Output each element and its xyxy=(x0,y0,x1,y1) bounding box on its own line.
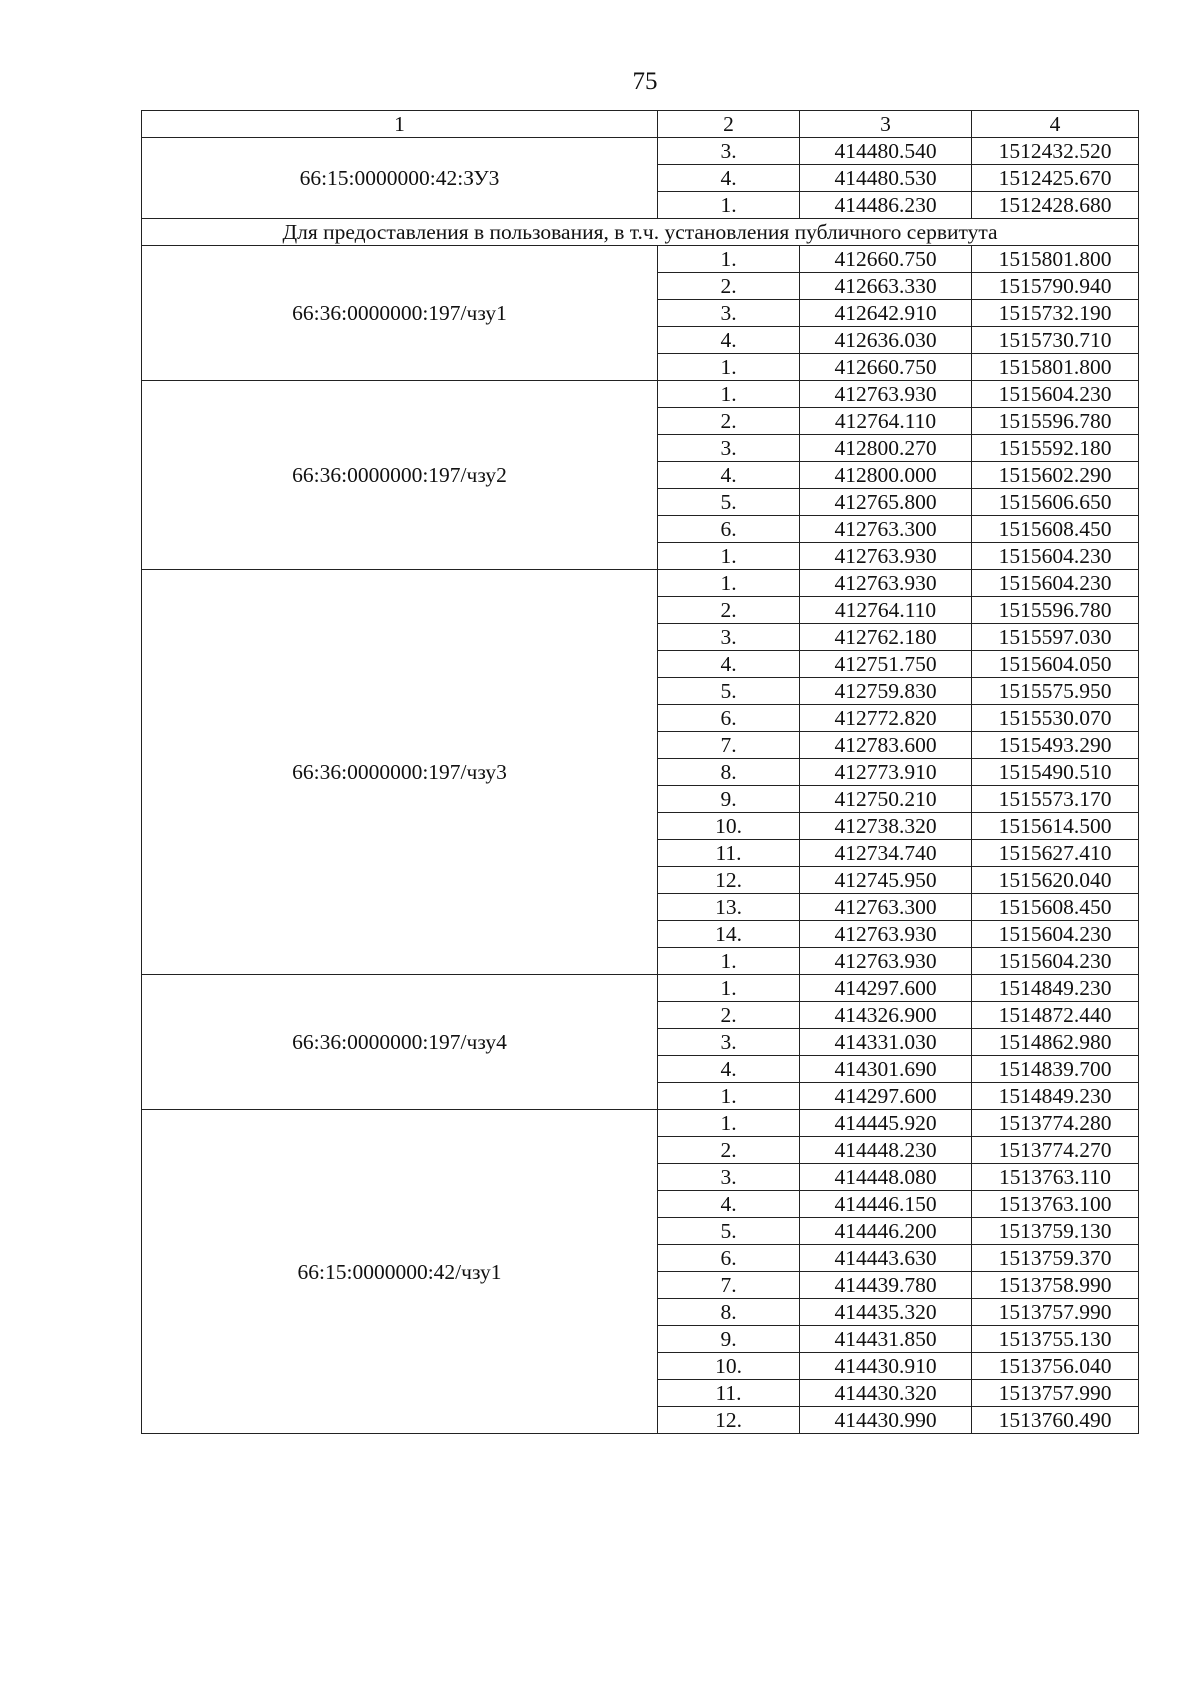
coordinate-x: 412763.300 xyxy=(800,894,972,921)
coordinate-y: 1514849.230 xyxy=(972,975,1139,1002)
coordinate-y: 1512425.670 xyxy=(972,165,1139,192)
coordinate-x: 412800.270 xyxy=(800,435,972,462)
coordinate-x: 414301.690 xyxy=(800,1056,972,1083)
point-number: 2. xyxy=(658,273,800,300)
point-number: 9. xyxy=(658,786,800,813)
coordinate-x: 414326.900 xyxy=(800,1002,972,1029)
section-note-row xyxy=(142,219,1139,246)
coordinate-x: 414480.540 xyxy=(800,138,972,165)
point-number: 5. xyxy=(658,1218,800,1245)
table-row xyxy=(142,1110,1139,1137)
point-number: 1. xyxy=(658,948,800,975)
coordinate-y: 1515614.500 xyxy=(972,813,1139,840)
point-number: 1. xyxy=(658,543,800,570)
point-number: 1. xyxy=(658,246,800,273)
coordinate-y: 1515627.410 xyxy=(972,840,1139,867)
coordinate-y: 1515790.940 xyxy=(972,273,1139,300)
header-col-3: 3 xyxy=(800,111,972,138)
point-number: 1. xyxy=(658,192,800,219)
coordinate-y: 1514872.440 xyxy=(972,1002,1139,1029)
coordinate-x: 412763.930 xyxy=(800,543,972,570)
coordinate-y: 1515575.950 xyxy=(972,678,1139,705)
point-number: 10. xyxy=(658,813,800,840)
point-number: 3. xyxy=(658,1164,800,1191)
coordinate-x: 412663.330 xyxy=(800,273,972,300)
coordinate-y: 1513759.130 xyxy=(972,1218,1139,1245)
coordinate-y: 1515608.450 xyxy=(972,516,1139,543)
coordinate-y: 1514839.700 xyxy=(972,1056,1139,1083)
coordinate-x: 412764.110 xyxy=(800,597,972,624)
coordinate-y: 1514849.230 xyxy=(972,1083,1139,1110)
point-number: 1. xyxy=(658,381,800,408)
coordinate-y: 1513757.990 xyxy=(972,1299,1139,1326)
point-number: 2. xyxy=(658,1002,800,1029)
coordinate-x: 412783.600 xyxy=(800,732,972,759)
table-row xyxy=(142,975,1139,1002)
section-note: Для предоставления в пользования, в т.ч. установления публичного сервитута xyxy=(142,219,1139,246)
coordinate-x: 412759.830 xyxy=(800,678,972,705)
coordinate-x: 414446.200 xyxy=(800,1218,972,1245)
point-number: 2. xyxy=(658,597,800,624)
coordinate-x: 414430.320 xyxy=(800,1380,972,1407)
point-number: 6. xyxy=(658,516,800,543)
parcel-id: 66:36:0000000:197/чзу1 xyxy=(142,246,658,381)
coordinate-x: 412660.750 xyxy=(800,246,972,273)
point-number: 14. xyxy=(658,921,800,948)
parcel-id: 66:15:0000000:42:ЗУ3 xyxy=(142,138,658,219)
coordinate-x: 412642.910 xyxy=(800,300,972,327)
point-number: 4. xyxy=(658,462,800,489)
coordinate-x: 412636.030 xyxy=(800,327,972,354)
coordinate-x: 412772.820 xyxy=(800,705,972,732)
coordinate-y: 1512432.520 xyxy=(972,138,1139,165)
coordinate-x: 414331.030 xyxy=(800,1029,972,1056)
point-number: 4. xyxy=(658,651,800,678)
coordinate-x: 414439.780 xyxy=(800,1272,972,1299)
coordinate-x: 412765.800 xyxy=(800,489,972,516)
coordinate-y: 1513763.100 xyxy=(972,1191,1139,1218)
coordinate-x: 412763.930 xyxy=(800,570,972,597)
coordinate-x: 414430.910 xyxy=(800,1353,972,1380)
point-number: 8. xyxy=(658,1299,800,1326)
point-number: 3. xyxy=(658,624,800,651)
coordinate-y: 1515732.190 xyxy=(972,300,1139,327)
coordinate-y: 1513755.130 xyxy=(972,1326,1139,1353)
coordinate-y: 1515493.290 xyxy=(972,732,1139,759)
coordinate-x: 414297.600 xyxy=(800,1083,972,1110)
coordinate-y: 1513759.370 xyxy=(972,1245,1139,1272)
point-number: 7. xyxy=(658,732,800,759)
table-row xyxy=(142,570,1139,597)
table-row xyxy=(142,381,1139,408)
coordinate-x: 414446.150 xyxy=(800,1191,972,1218)
point-number: 9. xyxy=(658,1326,800,1353)
coordinate-y: 1513763.110 xyxy=(972,1164,1139,1191)
header-col-1: 1 xyxy=(142,111,658,138)
coordinate-y: 1513774.280 xyxy=(972,1110,1139,1137)
point-number: 4. xyxy=(658,1056,800,1083)
coordinate-y: 1515596.780 xyxy=(972,408,1139,435)
coordinate-y: 1515730.710 xyxy=(972,327,1139,354)
point-number: 1. xyxy=(658,570,800,597)
coordinate-y: 1513760.490 xyxy=(972,1407,1139,1434)
coordinate-x: 412762.180 xyxy=(800,624,972,651)
coordinate-y: 1515490.510 xyxy=(972,759,1139,786)
point-number: 3. xyxy=(658,1029,800,1056)
coordinate-y: 1515608.450 xyxy=(972,894,1139,921)
coordinate-x: 414430.990 xyxy=(800,1407,972,1434)
point-number: 10. xyxy=(658,1353,800,1380)
coordinate-y: 1515604.230 xyxy=(972,543,1139,570)
coordinate-y: 1515604.050 xyxy=(972,651,1139,678)
point-number: 4. xyxy=(658,327,800,354)
coordinate-y: 1515597.030 xyxy=(972,624,1139,651)
coordinate-y: 1515801.800 xyxy=(972,354,1139,381)
point-number: 2. xyxy=(658,408,800,435)
coordinate-y: 1512428.680 xyxy=(972,192,1139,219)
coordinate-x: 412660.750 xyxy=(800,354,972,381)
coordinates-table-body xyxy=(142,111,1139,1434)
point-number: 11. xyxy=(658,1380,800,1407)
coordinate-y: 1515604.230 xyxy=(972,948,1139,975)
point-number: 3. xyxy=(658,300,800,327)
coordinate-y: 1515604.230 xyxy=(972,570,1139,597)
coordinate-x: 414448.230 xyxy=(800,1137,972,1164)
point-number: 11. xyxy=(658,840,800,867)
point-number: 2. xyxy=(658,1137,800,1164)
coordinate-x: 412734.740 xyxy=(800,840,972,867)
point-number: 6. xyxy=(658,1245,800,1272)
point-number: 1. xyxy=(658,354,800,381)
coordinate-x: 414445.920 xyxy=(800,1110,972,1137)
point-number: 12. xyxy=(658,867,800,894)
coordinate-x: 414480.530 xyxy=(800,165,972,192)
coordinate-y: 1514862.980 xyxy=(972,1029,1139,1056)
coordinate-x: 412800.000 xyxy=(800,462,972,489)
coordinate-y: 1515620.040 xyxy=(972,867,1139,894)
point-number: 1. xyxy=(658,1083,800,1110)
parcel-id: 66:36:0000000:197/чзу3 xyxy=(142,570,658,975)
coordinate-y: 1515604.230 xyxy=(972,381,1139,408)
point-number: 5. xyxy=(658,678,800,705)
coordinate-y: 1515606.650 xyxy=(972,489,1139,516)
header-col-4: 4 xyxy=(972,111,1139,138)
point-number: 8. xyxy=(658,759,800,786)
coordinate-x: 414448.080 xyxy=(800,1164,972,1191)
parcel-id: 66:15:0000000:42/чзу1 xyxy=(142,1110,658,1434)
coordinate-x: 412763.300 xyxy=(800,516,972,543)
header-col-2: 2 xyxy=(658,111,800,138)
point-number: 7. xyxy=(658,1272,800,1299)
coordinate-x: 412763.930 xyxy=(800,381,972,408)
coordinate-y: 1515592.180 xyxy=(972,435,1139,462)
point-number: 4. xyxy=(658,1191,800,1218)
coordinate-x: 412750.210 xyxy=(800,786,972,813)
point-number: 12. xyxy=(658,1407,800,1434)
coordinate-y: 1515530.070 xyxy=(972,705,1139,732)
coordinate-x: 412751.750 xyxy=(800,651,972,678)
coordinate-y: 1513774.270 xyxy=(972,1137,1139,1164)
coordinate-x: 412763.930 xyxy=(800,921,972,948)
coordinate-x: 414297.600 xyxy=(800,975,972,1002)
coordinate-y: 1513756.040 xyxy=(972,1353,1139,1380)
coordinate-x: 412764.110 xyxy=(800,408,972,435)
table-row xyxy=(142,246,1139,273)
header-row xyxy=(142,111,1139,138)
coordinates-table xyxy=(141,110,1139,1434)
table-row xyxy=(142,138,1139,165)
point-number: 5. xyxy=(658,489,800,516)
coordinate-x: 412773.910 xyxy=(800,759,972,786)
coordinate-y: 1513758.990 xyxy=(972,1272,1139,1299)
point-number: 6. xyxy=(658,705,800,732)
point-number: 1. xyxy=(658,1110,800,1137)
coordinate-y: 1515596.780 xyxy=(972,597,1139,624)
coordinate-x: 414431.850 xyxy=(800,1326,972,1353)
coordinate-x: 412745.950 xyxy=(800,867,972,894)
coordinate-y: 1515801.800 xyxy=(972,246,1139,273)
coordinate-x: 414443.630 xyxy=(800,1245,972,1272)
point-number: 1. xyxy=(658,975,800,1002)
coordinate-x: 412763.930 xyxy=(800,948,972,975)
coordinate-y: 1515602.290 xyxy=(972,462,1139,489)
coordinate-x: 414486.230 xyxy=(800,192,972,219)
coordinate-y: 1515573.170 xyxy=(972,786,1139,813)
coordinate-y: 1513757.990 xyxy=(972,1380,1139,1407)
coordinate-x: 412738.320 xyxy=(800,813,972,840)
point-number: 3. xyxy=(658,138,800,165)
parcel-id: 66:36:0000000:197/чзу2 xyxy=(142,381,658,570)
point-number: 3. xyxy=(658,435,800,462)
coordinate-x: 414435.320 xyxy=(800,1299,972,1326)
coordinate-y: 1515604.230 xyxy=(972,921,1139,948)
point-number: 13. xyxy=(658,894,800,921)
parcel-id: 66:36:0000000:197/чзу4 xyxy=(142,975,658,1110)
point-number: 4. xyxy=(658,165,800,192)
page-number: 75 xyxy=(632,68,658,95)
